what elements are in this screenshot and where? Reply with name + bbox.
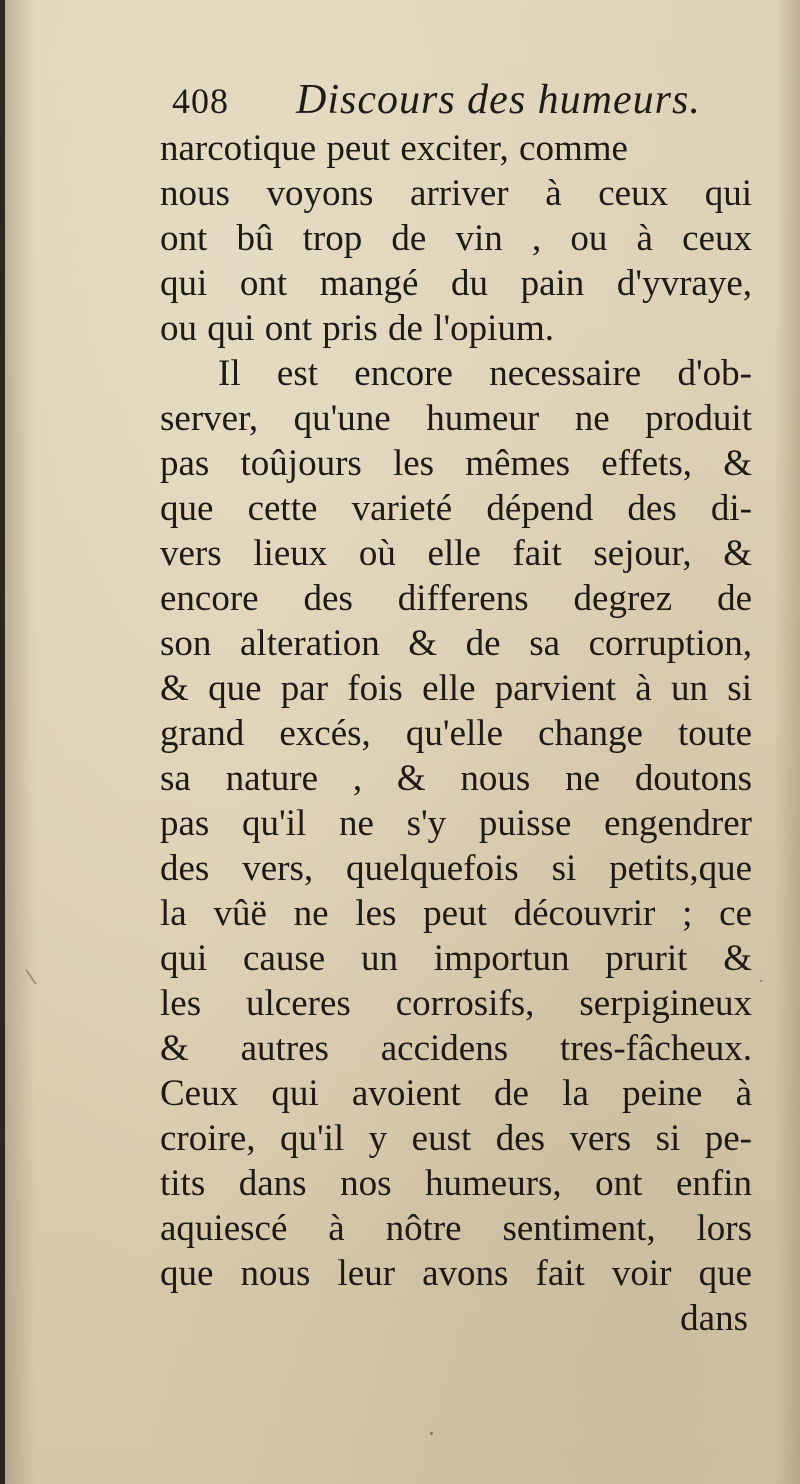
page-number: 408 (172, 81, 229, 121)
text-line: croire, qu'il y eust des vers si pe- (160, 1118, 752, 1159)
text-line: grand excés, qu'elle change toute (160, 713, 752, 754)
text-line: que nous leur avons fait voir que (160, 1253, 752, 1294)
text-line: Ceux qui avoient de la peine à (160, 1073, 752, 1114)
binding-edge (0, 0, 5, 1484)
text-line: vers lieux où elle fait sejour, & (160, 533, 752, 574)
gutter-shadow (5, 0, 35, 1484)
text-line: sa nature , & nous ne doutons (160, 758, 752, 799)
paper-speck (760, 980, 762, 982)
text-line: des vers, quelquefois si petits,que (160, 848, 752, 889)
body-text (160, 126, 752, 1341)
text-line: qui cause un importun prurit & (160, 938, 752, 979)
text-line: & autres accidens tres-fâcheux. (160, 1028, 752, 1069)
text-line: Il est encore necessaire d'ob- (218, 353, 752, 394)
running-head: Discours des humeurs. (296, 77, 701, 123)
text-line: ont bû trop de vin , ou à ceux (160, 218, 752, 259)
catchword: dans (680, 1298, 748, 1339)
text-line: la vûë ne les peut découvrir ; ce (160, 893, 752, 934)
paper-speck (430, 1432, 433, 1435)
page-edge-shadow (774, 0, 800, 1484)
text-line: narcotique peut exciter, comme (160, 128, 628, 169)
text-line: pas qu'il ne s'y puisse engendrer (160, 803, 752, 844)
text-line: que cette varieté dépend des di- (160, 488, 752, 529)
page-header (172, 76, 752, 132)
text-line: aquiescé à nôtre sentiment, lors (160, 1208, 752, 1249)
text-line: nous voyons arriver à ceux qui (160, 173, 752, 214)
text-line: server, qu'une humeur ne produit (160, 398, 752, 439)
text-line: ou qui ont pris de l'opium. (160, 308, 554, 349)
text-line: les ulceres corrosifs, serpigineux (160, 983, 752, 1024)
text-line: son alteration & de sa corruption, (160, 623, 752, 664)
text-line: & que par fois elle parvient à un si (160, 668, 752, 709)
text-line: qui ont mangé du pain d'yvraye, (160, 263, 752, 304)
text-line: tits dans nos humeurs, ont enfin (160, 1163, 752, 1204)
text-line: encore des differens degrez de (160, 578, 752, 619)
text-line: pas toûjours les mêmes effets, & (160, 443, 752, 484)
